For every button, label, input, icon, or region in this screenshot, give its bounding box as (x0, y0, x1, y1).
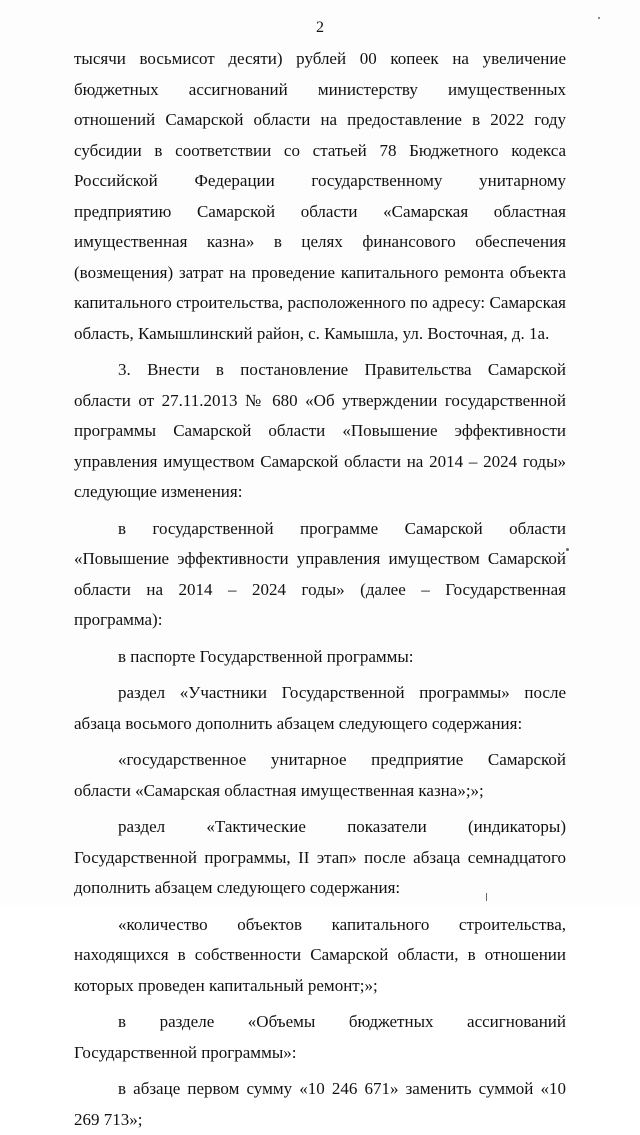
paragraph-participant-quote: «государственное унитарное предприятие Самарской области «Самарская областная имущественная казна»;»; (74, 750, 566, 800)
paragraph-budget-section: в разделе «Объемы бюджетных ассигнований Государственной программы»: (74, 1012, 566, 1062)
paragraph-item-3: 3. Внести в постановление Правительства Самарской области от 27.11.2013 № 680 «Об утверждении государственной программы Самарской области «Повышение эффективности управления имуществом Самарской области на 2014 – 2024 годы» следующие изменения: (74, 360, 566, 501)
scan-speck (566, 548, 569, 551)
page-number: 2 (316, 19, 324, 36)
paragraph-passport: в паспорте Государственной программы: (118, 646, 414, 666)
paragraph-indicators-section: раздел «Тактические показатели (индикаторы) Государственной программы, II этап» после абзаца семнадцатого дополнить абзацем следующего содержания: (74, 817, 566, 897)
paragraph-budget-amount: в абзаце первом сумму «10 246 671» заменить суммой «10 269 713»; (74, 1079, 566, 1129)
scan-speck (598, 17, 600, 19)
paragraph-indicator-quote: «количество объектов капитального строительства, находящихся в собственности Самарской области, в отношении которых проведен капитальный ремонт;»; (74, 914, 566, 995)
paragraph-program-changes: в государственной программе Самарской области «Повышение эффективности управления имуществом Самарской области на 2014 – 2024 годы» (далее – Государственная программа): (74, 518, 566, 629)
document-body (74, 44, 566, 1135)
paragraph-participants-section: раздел «Участники Государственной программы» после абзаца восьмого дополнить абзацем следующего содержания: (74, 683, 566, 733)
paragraph-continuation: тысячи восьмисот десяти) рублей 00 копеек на увеличение бюджетных ассигнований министерству имущественных отношений Самарской области на предоставление в 2022 году субсидии в соответствии со статьей 78 Бюджетного кодекса Российской Федерации государственному унитарному предприятию Самарской области «Самарская областная имущественная казна» в целях финансового обеспечения (возмещения) затрат на проведение капитального ремонта объекта капитального строительства, расположенного по адресу: Самарская область, Камышлинский район, с. Камышла, ул. Восточная, д. 1а. (74, 49, 566, 343)
